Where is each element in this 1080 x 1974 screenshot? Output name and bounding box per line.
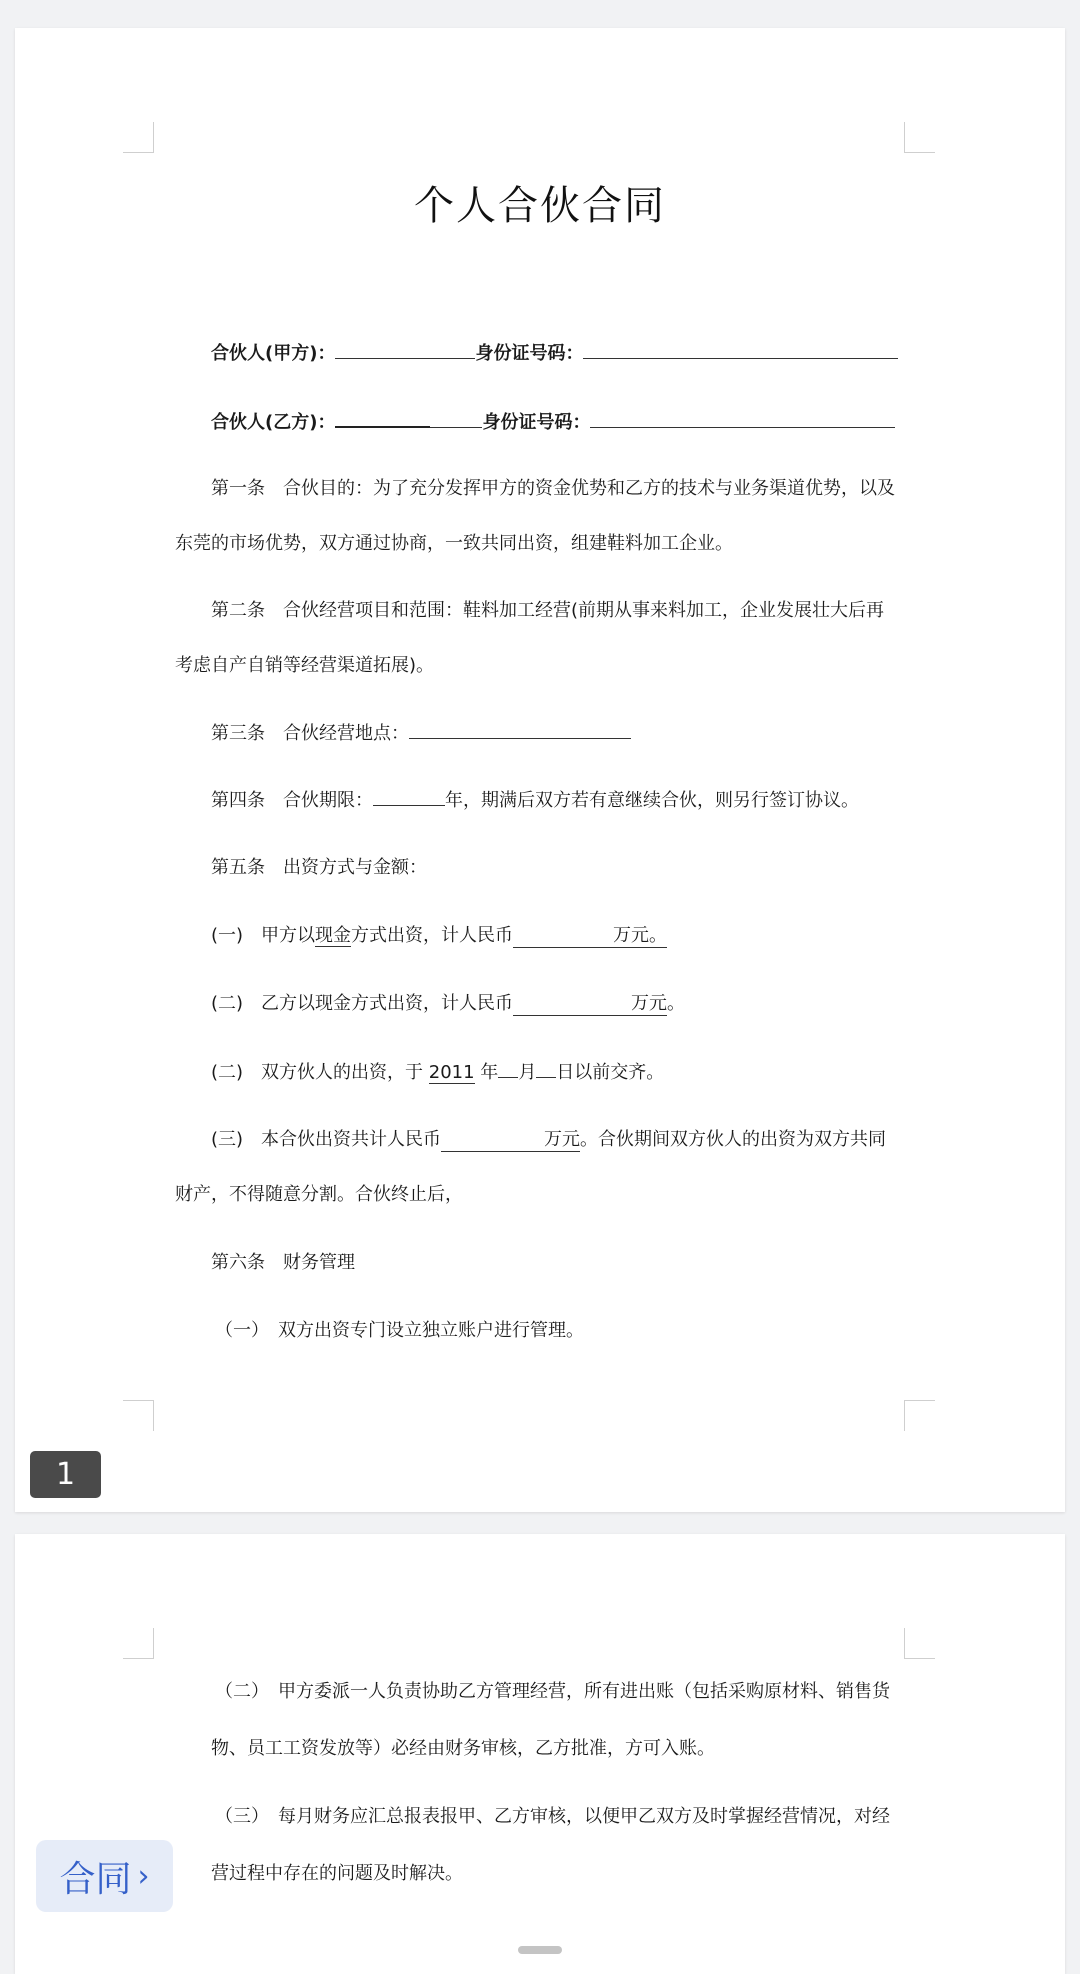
chevron-right-icon: › bbox=[137, 1858, 150, 1894]
article-6-item-2-line1: （二） 甲方委派一人负责协助乙方管理经营，所有进出账（包括采购原材料、销售货 bbox=[215, 1681, 890, 1702]
article-4-text: 第四条 合伙期限： bbox=[211, 790, 373, 811]
item-text-end: 。 bbox=[667, 993, 686, 1014]
crop-mark bbox=[123, 1400, 154, 1431]
item-text: 年 bbox=[474, 1062, 499, 1083]
item-text: (二) 双方伙人的出资，于 bbox=[211, 1062, 429, 1083]
article-5-heading: 第五条 出资方式与金额： bbox=[211, 857, 427, 878]
article-6-item-1: （一） 双方出资专门设立独立账户进行管理。 bbox=[215, 1320, 584, 1341]
document-title: 个人合伙合同 bbox=[414, 183, 666, 229]
partner-a-line bbox=[211, 338, 898, 365]
item-text: 方式出资，计人民币 bbox=[351, 925, 514, 946]
article-6-item-3-line2: 营过程中存在的问题及时解决。 bbox=[211, 1863, 463, 1884]
drag-handle[interactable] bbox=[518, 1946, 562, 1954]
document-page-2 bbox=[15, 1534, 1065, 1974]
underlined-text: 现金 bbox=[315, 925, 352, 946]
amount-field: 万元 bbox=[441, 1125, 580, 1152]
article-4-text-end: 年，期满后双方若有意继续合伙，则另行签订协议。 bbox=[445, 790, 859, 811]
article-3-text: 第三条 合伙经营地点： bbox=[211, 723, 409, 744]
article-6-item-2-line2: 物、员工工资发放等）必经由财务审核，乙方批准，方可入账。 bbox=[211, 1738, 715, 1759]
blank-field bbox=[409, 718, 631, 739]
article-1-line2: 东莞的市场优势，双方通过协商，一致共同出资，组建鞋料加工企业。 bbox=[175, 533, 733, 554]
article-5-item-1 bbox=[211, 921, 667, 948]
crop-mark bbox=[904, 1628, 935, 1659]
blank-field bbox=[335, 338, 475, 359]
item-text: 月 bbox=[518, 1062, 537, 1083]
contract-nav-label: 合同 bbox=[59, 1858, 132, 1900]
page-number-badge: 1 bbox=[30, 1451, 101, 1498]
amount-field: 万元。 bbox=[513, 921, 667, 948]
partner-a-label: 合伙人(甲方)： bbox=[211, 343, 336, 364]
article-6-heading: 第六条 财务管理 bbox=[211, 1252, 355, 1273]
document-page-1 bbox=[15, 28, 1065, 1512]
crop-mark bbox=[123, 1628, 154, 1659]
item-text: (一) 甲方以 bbox=[211, 925, 316, 946]
item-text: 。合伙期间双方伙人的出资为双方共同 bbox=[580, 1129, 887, 1150]
blank-field bbox=[373, 785, 445, 806]
blank-field bbox=[583, 338, 898, 359]
article-3-line bbox=[211, 718, 631, 745]
item-text: (三) 本合伙出资共计人民币 bbox=[211, 1129, 442, 1150]
article-6-item-3-line1: （三） 每月财务应汇总报表报甲、乙方审核，以便甲乙双方及时掌握经营情况，对经 bbox=[215, 1806, 890, 1827]
article-1-line1: 第一条 合伙目的：为了充分发挥甲方的资金优势和乙方的技术与业务渠道优势，以及 bbox=[211, 478, 895, 499]
amount-field: 万元 bbox=[513, 989, 667, 1016]
article-5-item-2 bbox=[211, 989, 685, 1016]
item-text-end: 日以前交齐。 bbox=[556, 1062, 665, 1083]
article-2-line2: 考虑自产自销等经营渠道拓展)。 bbox=[175, 655, 435, 676]
article-5-item-3 bbox=[211, 1057, 664, 1084]
partner-b-line bbox=[211, 406, 895, 434]
blank-field bbox=[498, 1057, 518, 1078]
article-5-item-4-line1 bbox=[211, 1125, 886, 1152]
blank-field bbox=[335, 406, 430, 428]
item-text: (二) 乙方以现金方式出资，计人民币 bbox=[211, 993, 514, 1014]
partner-b-label: 合伙人(乙方)： bbox=[211, 412, 336, 433]
blank-field bbox=[536, 1057, 556, 1078]
year-value: 2011 bbox=[428, 1062, 475, 1083]
crop-mark bbox=[904, 1400, 935, 1431]
article-5-item-4-line2: 财产，不得随意分割。合伙终止后， bbox=[175, 1184, 463, 1205]
crop-mark bbox=[123, 122, 154, 153]
id-number-label: 身份证号码： bbox=[475, 343, 584, 364]
blank-field bbox=[590, 407, 895, 428]
article-2-line1: 第二条 合伙经营项目和范围：鞋料加工经营(前期从事来料加工，企业发展壮大后再 bbox=[211, 600, 885, 621]
article-4-line bbox=[211, 785, 859, 812]
id-number-label: 身份证号码： bbox=[482, 412, 591, 433]
contract-nav-button[interactable] bbox=[36, 1840, 173, 1912]
blank-field bbox=[430, 407, 482, 428]
crop-mark bbox=[904, 122, 935, 153]
